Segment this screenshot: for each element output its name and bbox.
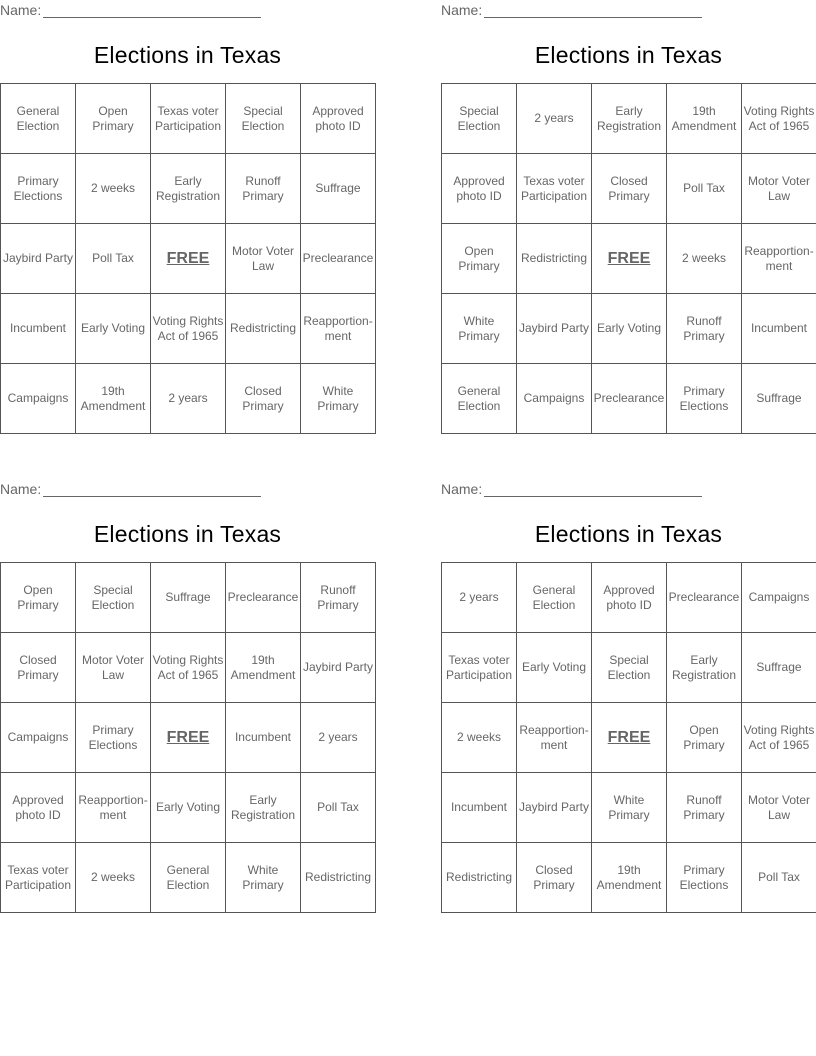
grid-cell: General Election — [442, 364, 517, 434]
grid-cell: General Election — [151, 843, 226, 913]
grid-cell: Suffrage — [151, 563, 226, 633]
card-title: Elections in Texas — [534, 521, 723, 547]
bingo-grid — [0, 83, 376, 434]
grid-cell: 2 years — [151, 364, 226, 434]
grid-cell: Reapportion-ment — [742, 224, 816, 294]
grid-cell: Texas voter Participation — [1, 843, 76, 913]
grid-cell: Early Registration — [667, 633, 742, 703]
name-label: Name: — [441, 481, 483, 497]
grid-row — [1, 843, 376, 913]
grid-cell: Closed Primary — [226, 364, 301, 434]
free-space-cell: FREE — [151, 703, 226, 773]
grid-cell: Preclearance — [667, 563, 742, 633]
grid-cell: Closed Primary — [517, 843, 592, 913]
grid-cell: Special Election — [226, 84, 301, 154]
grid-cell: Incumbent — [742, 294, 816, 364]
grid-cell: 2 weeks — [667, 224, 742, 294]
grid-cell: Special Election — [442, 84, 517, 154]
name-blank[interactable] — [484, 3, 702, 18]
grid-cell: 2 years — [517, 84, 592, 154]
grid-cell: Texas voter Participation — [517, 154, 592, 224]
card-title: Elections in Texas — [93, 521, 282, 547]
grid-row — [1, 563, 376, 633]
grid-row — [442, 224, 816, 294]
grid-cell: Incumbent — [442, 773, 517, 843]
grid-cell: 2 years — [442, 563, 517, 633]
grid-cell: Approved photo ID — [442, 154, 517, 224]
grid-cell: Redistricting — [226, 294, 301, 364]
grid-cell: Preclearance — [226, 563, 301, 633]
grid-cell: Poll Tax — [76, 224, 151, 294]
grid-cell: Campaigns — [1, 364, 76, 434]
grid-cell: Early Registration — [226, 773, 301, 843]
grid-row — [442, 563, 816, 633]
grid-cell: Open Primary — [1, 563, 76, 633]
grid-cell: Motor Voter Law — [742, 154, 816, 224]
grid-cell: Campaigns — [1, 703, 76, 773]
free-space-cell: FREE — [592, 224, 667, 294]
name-line — [0, 2, 261, 18]
grid-row — [442, 364, 816, 434]
grid-cell: Runoff Primary — [226, 154, 301, 224]
grid-row — [442, 84, 816, 154]
grid-cell: Approved photo ID — [592, 563, 667, 633]
grid-cell: Primary Elections — [667, 364, 742, 434]
grid-row — [442, 773, 816, 843]
grid-cell: Suffrage — [742, 633, 816, 703]
grid-cell: Early Registration — [151, 154, 226, 224]
grid-cell: Motor Voter Law — [226, 224, 301, 294]
grid-cell: General Election — [1, 84, 76, 154]
grid-cell: Early Voting — [151, 773, 226, 843]
grid-cell: Special Election — [76, 563, 151, 633]
grid-cell: Jaybird Party — [301, 633, 376, 703]
grid-cell: Early Voting — [592, 294, 667, 364]
grid-cell: 19th Amendment — [76, 364, 151, 434]
name-blank[interactable] — [43, 3, 261, 18]
grid-row — [1, 154, 376, 224]
grid-cell: Voting Rights Act of 1965 — [742, 84, 816, 154]
grid-cell: Closed Primary — [592, 154, 667, 224]
grid-cell: Closed Primary — [1, 633, 76, 703]
name-blank[interactable] — [43, 482, 261, 497]
name-label: Name: — [0, 2, 42, 18]
grid-cell: Poll Tax — [301, 773, 376, 843]
grid-cell: Suffrage — [301, 154, 376, 224]
grid-cell: Early Voting — [76, 294, 151, 364]
grid-cell: Suffrage — [742, 364, 816, 434]
grid-cell: Primary Elections — [1, 154, 76, 224]
grid-cell: Runoff Primary — [667, 294, 742, 364]
grid-cell: White Primary — [442, 294, 517, 364]
grid-cell: Voting Rights Act of 1965 — [742, 703, 816, 773]
grid-cell: 19th Amendment — [667, 84, 742, 154]
name-line — [0, 481, 261, 497]
grid-cell: Campaigns — [742, 563, 816, 633]
grid-cell: Reapportion-ment — [76, 773, 151, 843]
name-line — [441, 2, 702, 18]
grid-cell: General Election — [517, 563, 592, 633]
grid-cell: Open Primary — [76, 84, 151, 154]
grid-cell: Motor Voter Law — [76, 633, 151, 703]
name-label: Name: — [441, 2, 483, 18]
grid-cell: Poll Tax — [667, 154, 742, 224]
bingo-grid — [441, 83, 816, 434]
grid-cell: Texas voter Participation — [442, 633, 517, 703]
grid-cell: Voting Rights Act of 1965 — [151, 294, 226, 364]
grid-cell: Open Primary — [667, 703, 742, 773]
grid-cell: Runoff Primary — [667, 773, 742, 843]
grid-cell: Redistricting — [301, 843, 376, 913]
grid-cell: White Primary — [301, 364, 376, 434]
grid-cell: Incumbent — [226, 703, 301, 773]
grid-cell: Redistricting — [517, 224, 592, 294]
grid-cell: Primary Elections — [667, 843, 742, 913]
name-blank[interactable] — [484, 482, 702, 497]
grid-cell: Special Election — [592, 633, 667, 703]
grid-cell: Jaybird Party — [1, 224, 76, 294]
grid-cell: Campaigns — [517, 364, 592, 434]
grid-row — [442, 633, 816, 703]
grid-row — [1, 224, 376, 294]
bingo-grid — [0, 562, 376, 913]
grid-cell: Preclearance — [592, 364, 667, 434]
grid-cell: Approved photo ID — [1, 773, 76, 843]
card-title: Elections in Texas — [93, 42, 282, 68]
grid-cell: Early Registration — [592, 84, 667, 154]
grid-cell: Incumbent — [1, 294, 76, 364]
name-line — [441, 481, 702, 497]
grid-row — [1, 84, 376, 154]
grid-cell: Jaybird Party — [517, 773, 592, 843]
grid-cell: Runoff Primary — [301, 563, 376, 633]
free-space-cell: FREE — [151, 224, 226, 294]
grid-cell: Redistricting — [442, 843, 517, 913]
grid-cell: Reapportion-ment — [301, 294, 376, 364]
grid-row — [1, 294, 376, 364]
grid-cell: Preclearance — [301, 224, 376, 294]
grid-cell: Poll Tax — [742, 843, 816, 913]
grid-cell: 19th Amendment — [226, 633, 301, 703]
grid-row — [442, 843, 816, 913]
grid-row — [442, 154, 816, 224]
grid-cell: Jaybird Party — [517, 294, 592, 364]
grid-cell: Open Primary — [442, 224, 517, 294]
grid-row — [1, 773, 376, 843]
name-label: Name: — [0, 481, 42, 497]
bingo-grid — [441, 562, 816, 913]
grid-cell: 2 weeks — [76, 843, 151, 913]
grid-cell: Texas voter Participation — [151, 84, 226, 154]
grid-cell: 2 weeks — [76, 154, 151, 224]
grid-cell: Early Voting — [517, 633, 592, 703]
grid-cell: White Primary — [592, 773, 667, 843]
grid-cell: Voting Rights Act of 1965 — [151, 633, 226, 703]
grid-row — [1, 703, 376, 773]
grid-cell: Approved photo ID — [301, 84, 376, 154]
grid-cell: 19th Amendment — [592, 843, 667, 913]
free-space-cell: FREE — [592, 703, 667, 773]
grid-cell: Primary Elections — [76, 703, 151, 773]
grid-row — [1, 364, 376, 434]
grid-row — [442, 294, 816, 364]
grid-row — [442, 703, 816, 773]
grid-cell: 2 weeks — [442, 703, 517, 773]
grid-cell: Reapportion-ment — [517, 703, 592, 773]
grid-cell: White Primary — [226, 843, 301, 913]
grid-row — [1, 633, 376, 703]
grid-cell: Motor Voter Law — [742, 773, 816, 843]
card-title: Elections in Texas — [534, 42, 723, 68]
grid-cell: 2 years — [301, 703, 376, 773]
